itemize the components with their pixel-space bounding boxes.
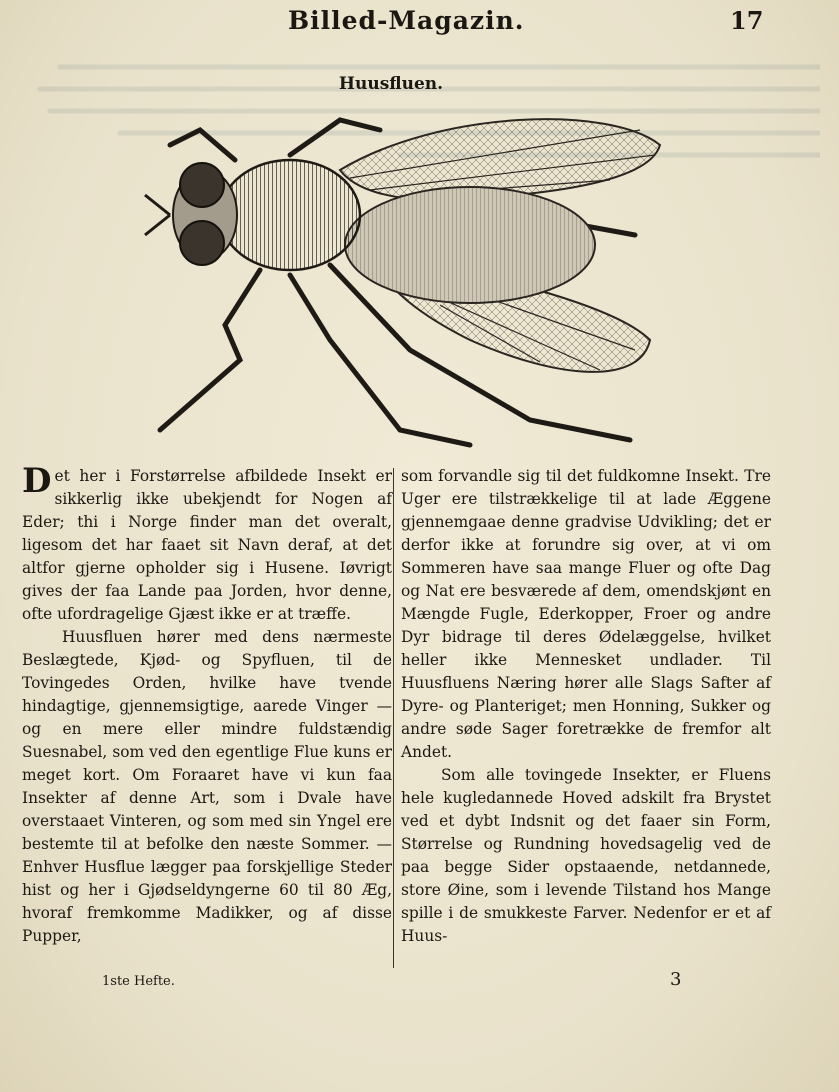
drop-cap: D — [22, 461, 52, 501]
paragraph-intro — [22, 461, 392, 626]
housefly-illustration — [140, 100, 670, 455]
page-header-title: Billed-Magazin. — [288, 6, 525, 35]
right-column — [401, 465, 771, 948]
article-title: Huusfluen. — [338, 74, 444, 94]
right-eye — [180, 221, 224, 265]
left-column — [22, 461, 392, 948]
signature-mark: 1ste Hefte. — [102, 974, 175, 989]
paragraph-classification: Huusfluen hører med dens nærmeste Beslægtede, Kjød- og Spyfluen, til de Tovingedes Orden, hvilke have tvende hindagtige, gjennemsigtige, aarede Vinger — og en mere eller mindre fuldstændig Suesnabel, som ved den egentlige Flue kuns er meget kort. Om Foraaret have vi kun faa Insekter af denne Art, som i Dvale have overstaaet Vinteren, og som med sin Yngel ere bestemte til at befolke den næste Sommer. — Enhver Husflue lægger paa forskjellige Steder hist og her i Gjødseldyngerne 60 til 80 Æg, hvoraf fremkomme Madikker, og af disse Pupper, — [22, 628, 392, 945]
paragraph-development: som forvandle sig til det fuldkomne Insekt. Tre Uger ere tilstrækkelige til at lade Æggene gjennemgaae denne gradvise Udvikling; det er derfor ikke at forundre sig over, at vi om Sommeren have saa mange Fluer og ofte Dag og Nat ere besværede af dem, omendskjønt en Mængde Fugle, Ederkopper, Froer og andre Dyr bidrage til deres Ødelæggelse, hvilket heller ikke Mennesket undlader. Til Huusfluens Næring hører alle Slags Safter af Dyre- og Planteriget; men Honning, Sukker og andre søde Sager foretrække de fremfor alt Andet. — [401, 467, 771, 761]
thorax — [220, 160, 360, 270]
column-divider — [393, 468, 394, 968]
left-eye — [180, 163, 224, 207]
gathering-number: 3 — [670, 969, 682, 990]
paragraph-intro-text: et her i Forstørrelse afbildede Insekt er sikkerlig ikke ubekjendt for Nogen af Eder; thi i Norge finder man det overalt, ligesom det har faaet sit Navn deraf, at det altfor gjerne opholder sig i Husene. Iøvrigt gives der faa Lande paa Jorden, hvor denne, ofte ufordragelige Gjæst ikke er at træffe. — [22, 467, 392, 623]
paragraph-anatomy: Som alle tovingede Insekter, er Fluens hele kugledannede Hoved adskilt fra Brystet ved et dybt Indsnit og det faaer sin Form, Størrelse og Rundning hovedsagelig ved de paa begge Sider opstaaende, netdannede, store Øine, som i levende Tilstand hos Mange spille i de smukkeste Farver. Nedenfor er et af Huus- — [401, 766, 771, 945]
page-number: 17 — [730, 6, 764, 35]
